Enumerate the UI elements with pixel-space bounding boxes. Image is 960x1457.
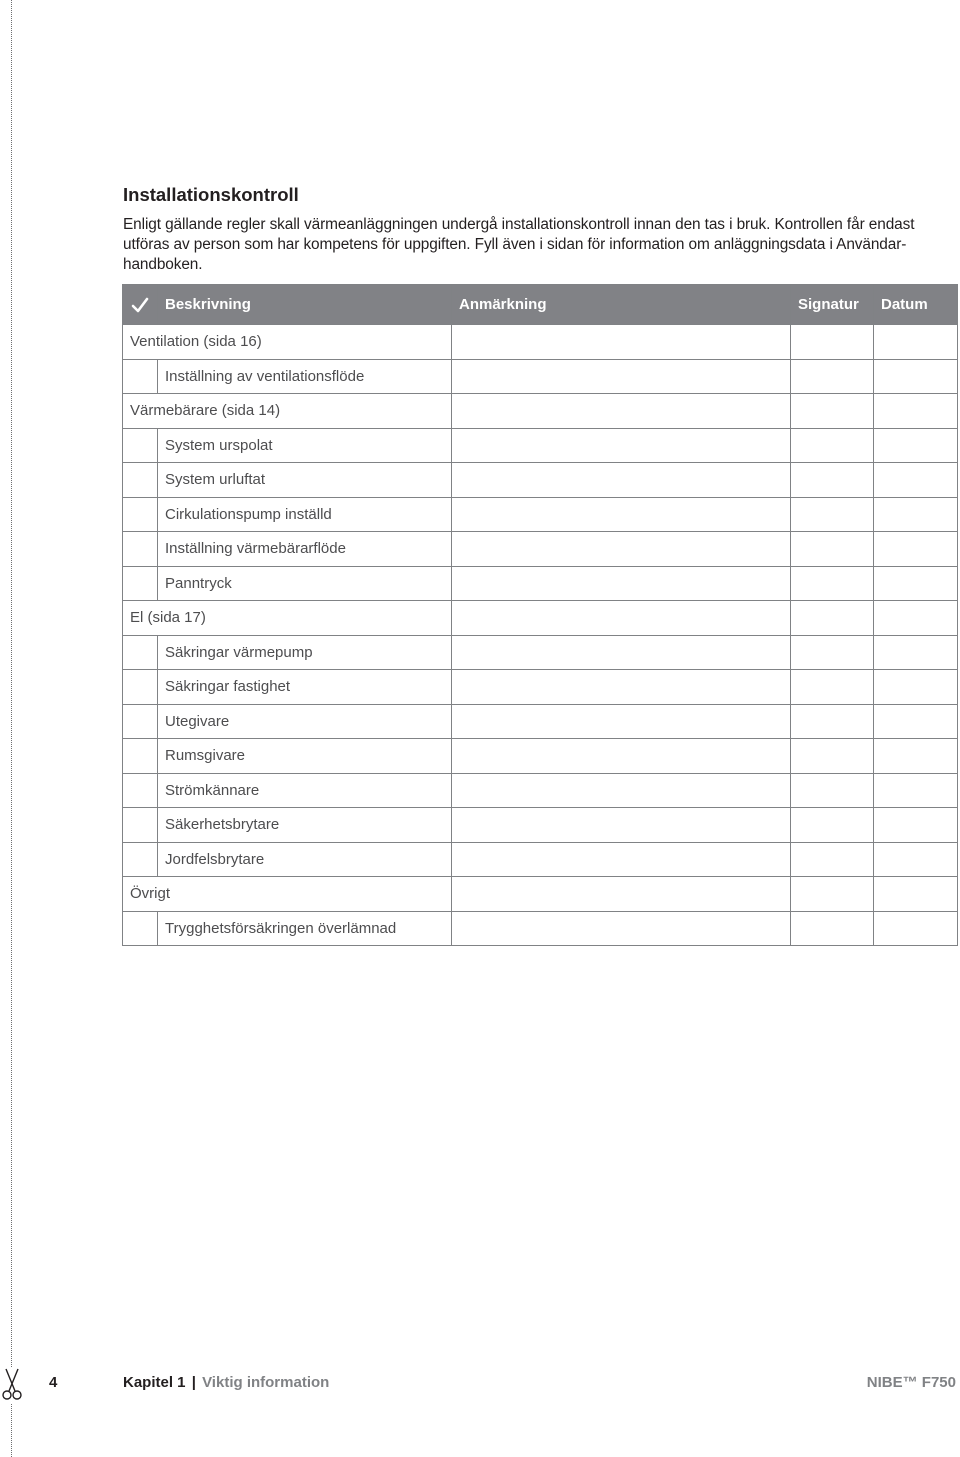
scissors-icon bbox=[0, 1367, 24, 1403]
checklist-row bbox=[123, 532, 958, 567]
check-box[interactable] bbox=[123, 670, 158, 705]
remark-cell[interactable] bbox=[452, 359, 791, 394]
section-title: Ventilation (sida 16) bbox=[123, 325, 452, 360]
date-cell[interactable] bbox=[874, 670, 958, 705]
date-cell[interactable] bbox=[874, 704, 958, 739]
checklist-row bbox=[123, 704, 958, 739]
section-title: Övrigt bbox=[123, 877, 452, 912]
item-label: Panntryck bbox=[158, 566, 452, 601]
check-box[interactable] bbox=[123, 359, 158, 394]
check-box[interactable] bbox=[123, 566, 158, 601]
remark-cell[interactable] bbox=[452, 808, 791, 843]
remark-cell[interactable] bbox=[452, 601, 791, 636]
page-heading: Installationskontroll bbox=[123, 184, 299, 205]
signature-cell[interactable] bbox=[791, 635, 874, 670]
remark-cell[interactable] bbox=[452, 739, 791, 774]
date-cell[interactable] bbox=[874, 842, 958, 877]
remark-cell[interactable] bbox=[452, 428, 791, 463]
date-cell[interactable] bbox=[874, 808, 958, 843]
page-number: 4 bbox=[49, 1374, 58, 1391]
intro-text: Enligt gällande regler skall värmeanläggningen undergå installationskontroll innan den tas i bruk. Kontrollen får endast utföras av person som har kompetens för uppgiften. Fyll även i sidan för information om anläggningsdata i Användar-handboken. bbox=[123, 216, 915, 273]
checklist-row bbox=[123, 911, 958, 946]
header-signature: Signatur bbox=[791, 285, 874, 325]
date-cell[interactable] bbox=[874, 428, 958, 463]
signature-cell[interactable] bbox=[791, 428, 874, 463]
signature-cell[interactable] bbox=[791, 532, 874, 567]
chapter-label: Kapitel 1 bbox=[123, 1374, 186, 1391]
date-cell[interactable] bbox=[874, 325, 958, 360]
remark-cell[interactable] bbox=[452, 566, 791, 601]
signature-cell[interactable] bbox=[791, 911, 874, 946]
item-label: Inställning av ventilationsflöde bbox=[158, 359, 452, 394]
section-row bbox=[123, 601, 958, 636]
checklist-row bbox=[123, 463, 958, 498]
signature-cell[interactable] bbox=[791, 359, 874, 394]
section-row bbox=[123, 325, 958, 360]
checkmark-icon bbox=[123, 285, 158, 325]
checklist-row bbox=[123, 842, 958, 877]
section-title: Värmebärare (sida 14) bbox=[123, 394, 452, 429]
section-row bbox=[123, 877, 958, 912]
header-remark: Anmärkning bbox=[452, 285, 791, 325]
check-box[interactable] bbox=[123, 739, 158, 774]
header-description: Beskrivning bbox=[158, 285, 452, 325]
item-label: Säkerhetsbrytare bbox=[158, 808, 452, 843]
check-box[interactable] bbox=[123, 532, 158, 567]
product-name: NIBE™ F750 bbox=[866, 1374, 956, 1391]
remark-cell[interactable] bbox=[452, 635, 791, 670]
item-label: System urspolat bbox=[158, 428, 452, 463]
check-box[interactable] bbox=[123, 463, 158, 498]
section-title: El (sida 17) bbox=[123, 601, 452, 636]
item-label: Jordfelsbrytare bbox=[158, 842, 452, 877]
cut-line bbox=[11, 0, 12, 1457]
item-label: Rumsgivare bbox=[158, 739, 452, 774]
checklist-table bbox=[122, 284, 958, 946]
remark-cell[interactable] bbox=[452, 497, 791, 532]
date-cell[interactable] bbox=[874, 911, 958, 946]
checklist-row bbox=[123, 566, 958, 601]
item-label: Cirkulationspump inställd bbox=[158, 497, 452, 532]
signature-cell[interactable] bbox=[791, 704, 874, 739]
signature-cell[interactable] bbox=[791, 842, 874, 877]
section-label: Viktig information bbox=[202, 1374, 330, 1391]
checklist-row bbox=[123, 670, 958, 705]
item-label: System urluftat bbox=[158, 463, 452, 498]
signature-cell[interactable] bbox=[791, 808, 874, 843]
table-header-row bbox=[123, 285, 958, 325]
signature-cell[interactable] bbox=[791, 497, 874, 532]
check-box[interactable] bbox=[123, 428, 158, 463]
date-cell[interactable] bbox=[874, 394, 958, 429]
remark-cell[interactable] bbox=[452, 773, 791, 808]
remark-cell[interactable] bbox=[452, 877, 791, 912]
item-label: Utegivare bbox=[158, 704, 452, 739]
date-cell[interactable] bbox=[874, 601, 958, 636]
check-box[interactable] bbox=[123, 773, 158, 808]
checklist-row bbox=[123, 359, 958, 394]
section-row bbox=[123, 394, 958, 429]
signature-cell[interactable] bbox=[791, 325, 874, 360]
footer-separator: | bbox=[191, 1374, 196, 1391]
check-box[interactable] bbox=[123, 704, 158, 739]
signature-cell[interactable] bbox=[791, 877, 874, 912]
signature-cell[interactable] bbox=[791, 670, 874, 705]
signature-cell[interactable] bbox=[791, 394, 874, 429]
remark-cell[interactable] bbox=[452, 394, 791, 429]
item-label: Säkringar värmepump bbox=[158, 635, 452, 670]
item-label: Strömkännare bbox=[158, 773, 452, 808]
checklist-row bbox=[123, 497, 958, 532]
check-box[interactable] bbox=[123, 635, 158, 670]
remark-cell[interactable] bbox=[452, 325, 791, 360]
remark-cell[interactable] bbox=[452, 463, 791, 498]
date-cell[interactable] bbox=[874, 566, 958, 601]
checklist-row bbox=[123, 635, 958, 670]
item-label: Trygghetsförsäkringen överlämnad bbox=[158, 911, 452, 946]
check-box[interactable] bbox=[123, 911, 158, 946]
remark-cell[interactable] bbox=[452, 532, 791, 567]
check-box[interactable] bbox=[123, 842, 158, 877]
date-cell[interactable] bbox=[874, 635, 958, 670]
item-label: Inställning värmebärarflöde bbox=[158, 532, 452, 567]
date-cell[interactable] bbox=[874, 739, 958, 774]
check-box[interactable] bbox=[123, 808, 158, 843]
checklist-row bbox=[123, 428, 958, 463]
checklist-row bbox=[123, 773, 958, 808]
header-date: Datum bbox=[874, 285, 958, 325]
footer-chapter bbox=[123, 1374, 329, 1391]
remark-cell[interactable] bbox=[452, 911, 791, 946]
signature-cell[interactable] bbox=[791, 566, 874, 601]
date-cell[interactable] bbox=[874, 359, 958, 394]
date-cell[interactable] bbox=[874, 497, 958, 532]
remark-cell[interactable] bbox=[452, 670, 791, 705]
signature-cell[interactable] bbox=[791, 463, 874, 498]
signature-cell[interactable] bbox=[791, 601, 874, 636]
checklist-row bbox=[123, 739, 958, 774]
date-cell[interactable] bbox=[874, 463, 958, 498]
date-cell[interactable] bbox=[874, 773, 958, 808]
item-label: Säkringar fastighet bbox=[158, 670, 452, 705]
remark-cell[interactable] bbox=[452, 704, 791, 739]
date-cell[interactable] bbox=[874, 877, 958, 912]
signature-cell[interactable] bbox=[791, 739, 874, 774]
signature-cell[interactable] bbox=[791, 773, 874, 808]
date-cell[interactable] bbox=[874, 532, 958, 567]
check-box[interactable] bbox=[123, 497, 158, 532]
checklist-row bbox=[123, 808, 958, 843]
remark-cell[interactable] bbox=[452, 842, 791, 877]
